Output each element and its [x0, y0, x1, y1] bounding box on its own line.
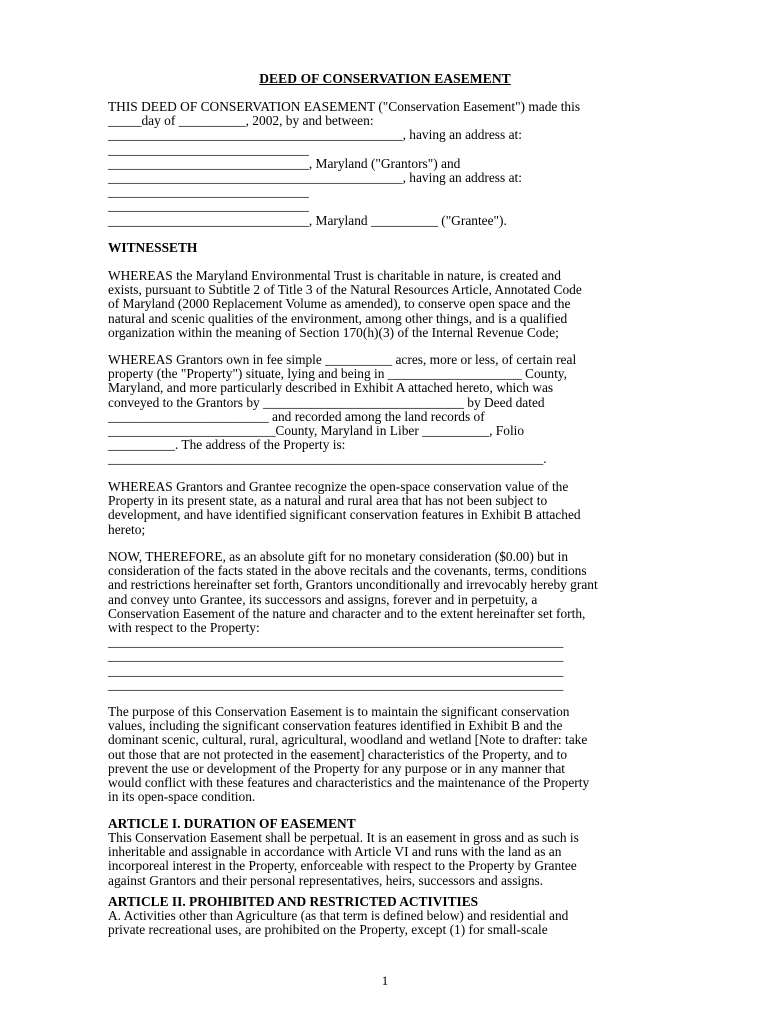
- purpose-paragraph: The purpose of this Conservation Easement is to maintain the significant conservation values, including the significant conservation features identified in Exhibit B and the dominant scenic, cultural, rural, agricultural, woodland and wetland [Note to drafter: take out those that are not protected in the easement] characteristics of the Property, and to prevent the use or development of the Property for any purpose or in any manner that would conflict with these features and characteristics and the maintenance of the Property in its open-space condition.: [108, 704, 590, 805]
- page-number: 1: [381, 973, 389, 988]
- document-title: DEED OF CONSERVATION EASEMENT: [259, 71, 511, 86]
- now-therefore-paragraph: NOW, THEREFORE, as an absolute gift for no monetary consideration ($0.00) but in consideration of the facts stated in the above recitals and the covenants, terms, conditions and restrictions hereinafter set forth, Grantors unconditionally and irrevocably hereby grant and convey unto Grantee, its successors and assigns, forever and in perpetuity, a Conservation Easement of the nature and character and to the extent hereinafter set forth, with respect to the Property: ____________________________________________________________________ ____________________________________________________________________ ____________________________________________________________________ ____________________________________________________________________: [108, 549, 598, 692]
- witnesseth-heading: WITNESSETH: [108, 240, 198, 255]
- whereas-conservation-paragraph: WHEREAS Grantors and Grantee recognize the open-space conservation value of the Property in its present state, as a natural and rural area that has not been subject to development, and have identified significant conservation features in Exhibit B attached hereto;: [108, 479, 581, 537]
- article-1-heading: ARTICLE I. DURATION OF EASEMENT: [108, 816, 356, 831]
- article-2-body: A. Activities other than Agriculture (as that term is defined below) and residential and private recreational uses, are prohibited on the Property, except (1) for small-scale: [108, 908, 569, 938]
- intro-paragraph: THIS DEED OF CONSERVATION EASEMENT ("Conservation Easement") made this _____day of __________, 2002, by and between: ____________________________________________, having an address at: ______________________________ ______________________________, Maryland ("Grantors") and ____________________________________________, having an address at: ______________________________ ______________________________ ______________________________, Maryland __________ ("Grantee").: [108, 99, 581, 228]
- whereas-property-paragraph: WHEREAS Grantors own in fee simple __________ acres, more or less, of certain real property (the "Property") situate, lying and being in ____________________ County, Maryland, and more particularly described in Exhibit A attached hereto, which was conveyed to the Grantors by ______________________________ by Deed dated ________________________ and recorded among the land records of _________________________County, Maryland in Liber __________, Folio __________. The address of the Property is: _________________________________________________________________.: [108, 352, 577, 467]
- article-2-heading: ARTICLE II. PROHIBITED AND RESTRICTED ACTIVITIES: [108, 894, 479, 909]
- whereas-trust-paragraph: WHEREAS the Maryland Environmental Trust is charitable in nature, is created and exists, pursuant to Subtitle 2 of Title 3 of the Natural Resources Article, Annotated Code of Maryland (2000 Replacement Volume as amended), to conserve open space and the natural and scenic qualities of the environment, among other things, and is a qualified organization within the meaning of Section 170(h)(3) of the Internal Revenue Code;: [108, 268, 582, 340]
- article-1-body: This Conservation Easement shall be perpetual. It is an easement in gross and as such is inheritable and assignable in accordance with Article VI and runs with the land as an incorporeal interest in the Property, enforceable with respect to the Property by Grantee against Grantors and their personal representatives, heirs, successors and assigns.: [108, 830, 579, 888]
